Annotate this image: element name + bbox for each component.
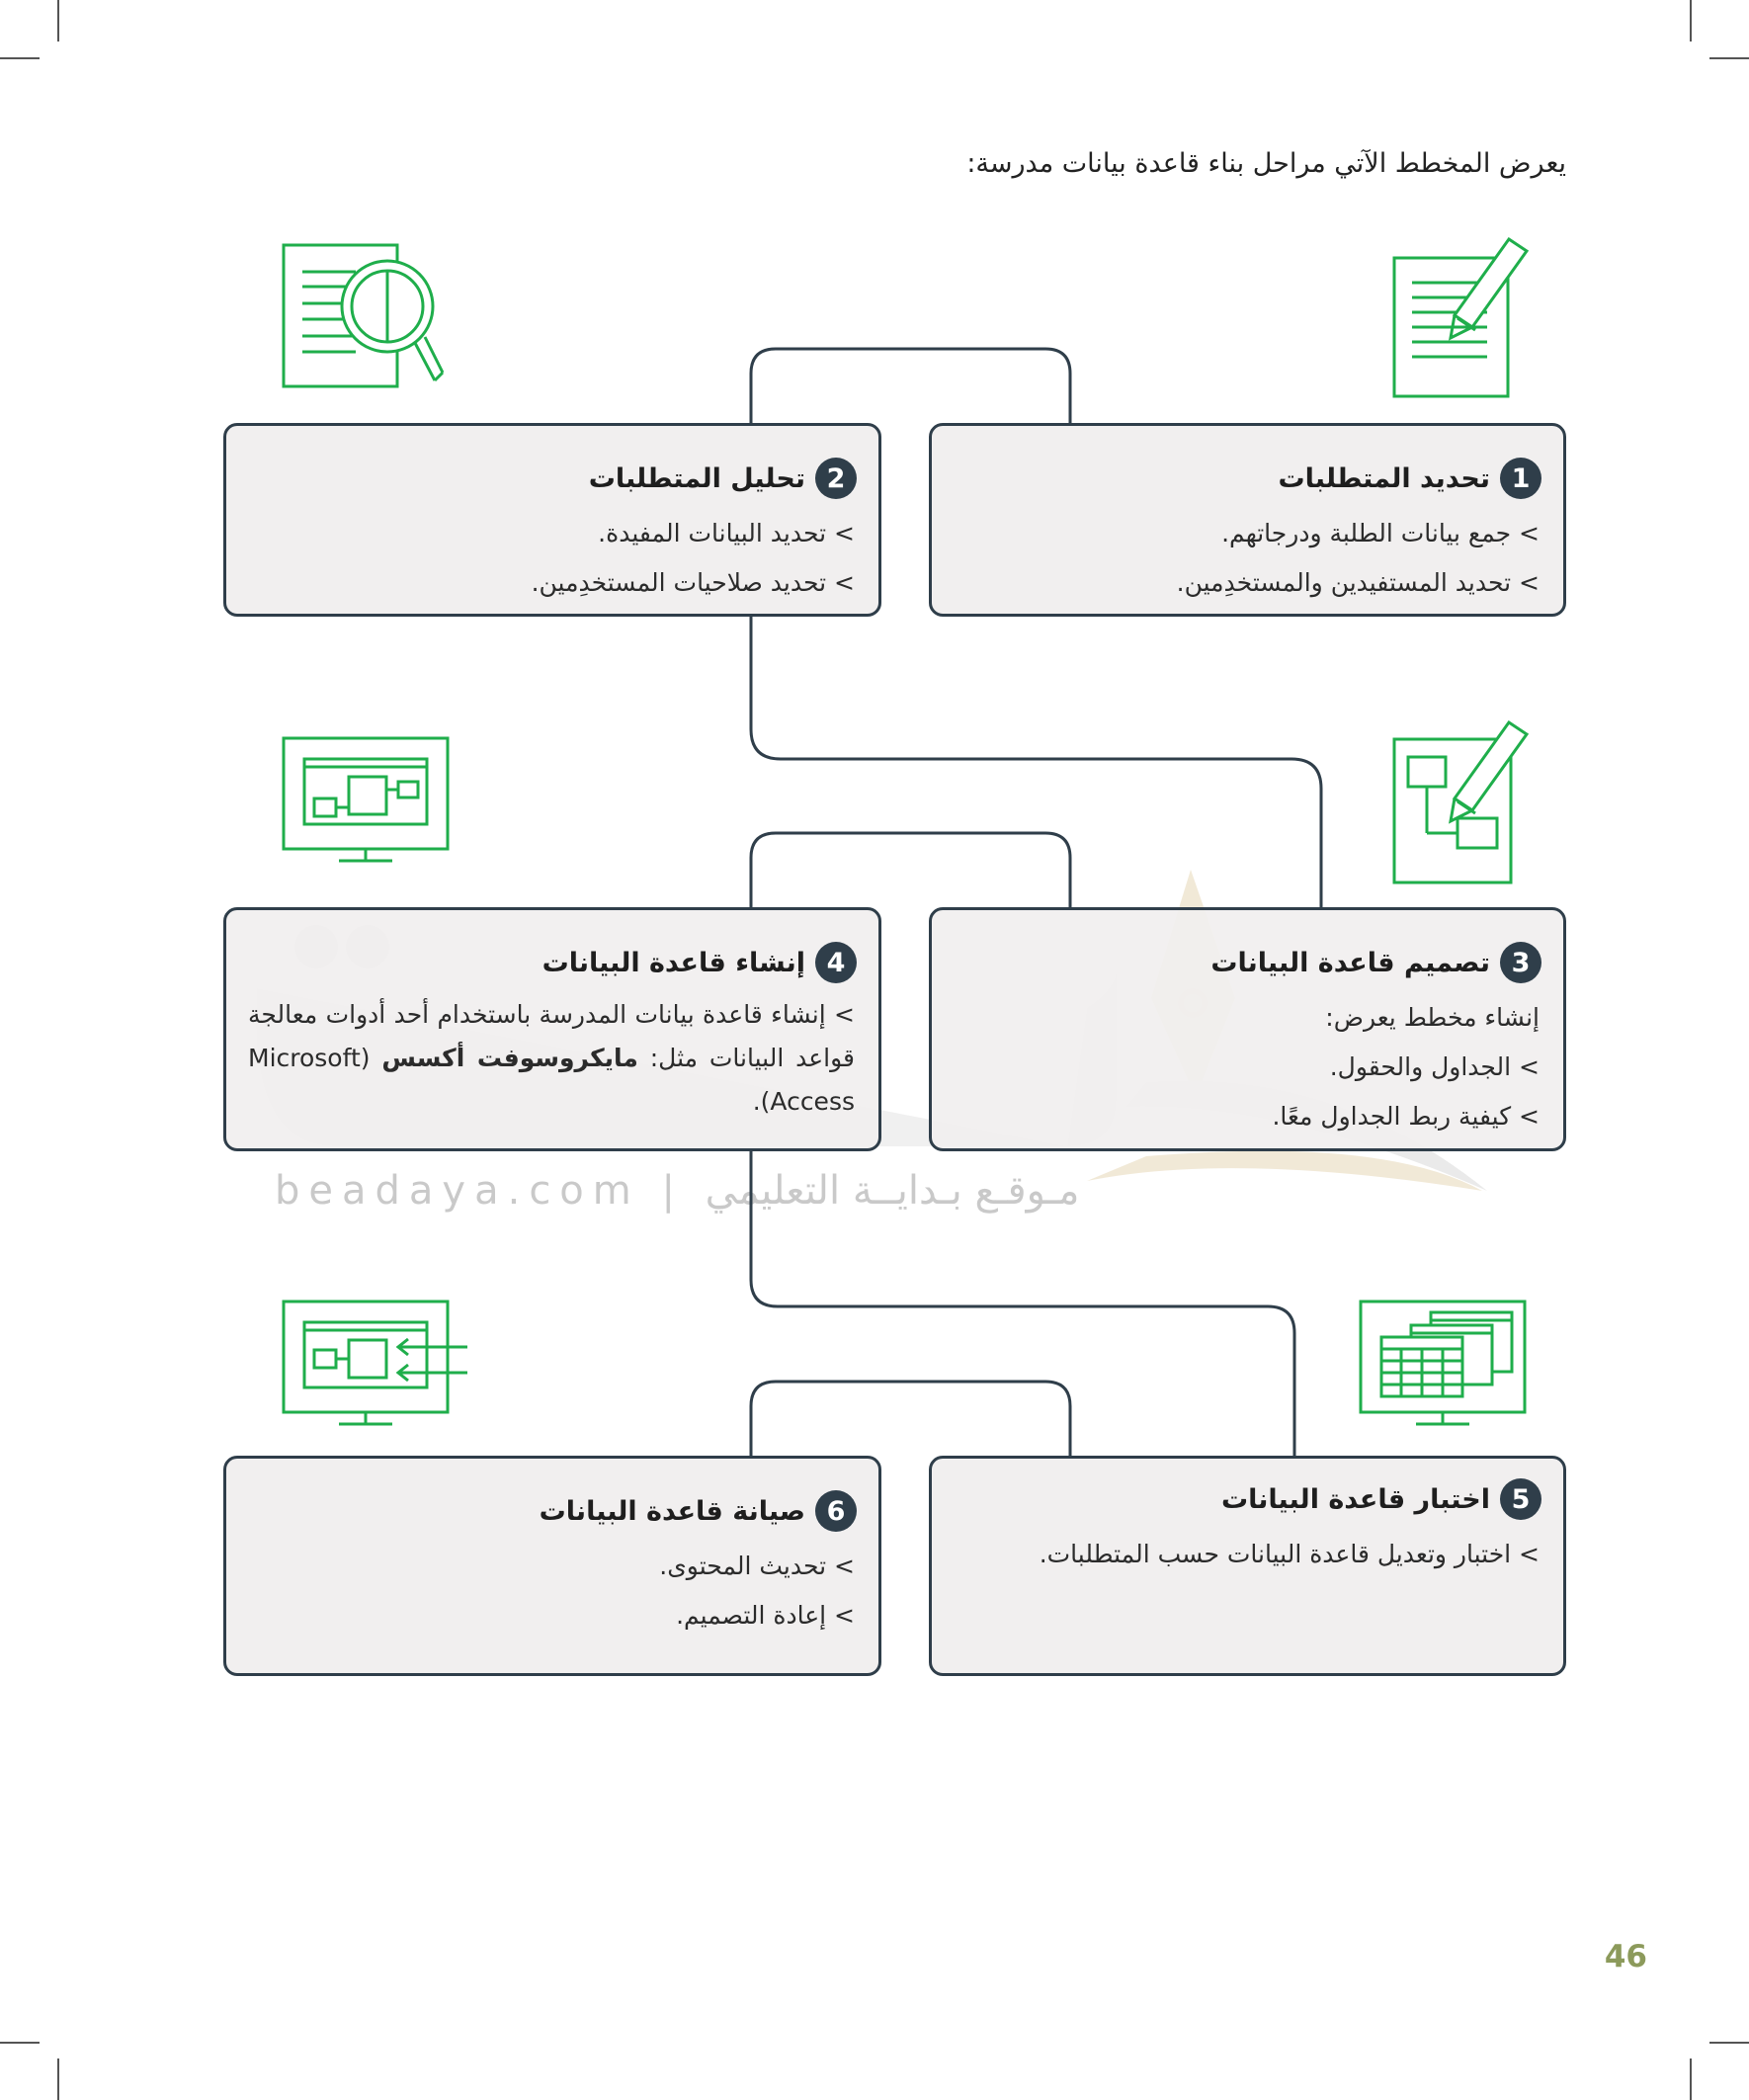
list-item: > اختبار وتعديل قاعدة البيانات حسب المتطلبات. (1039, 1540, 1540, 1568)
monitor-arrows-icon (280, 1298, 472, 1431)
stage-number-badge: 5 (1500, 1478, 1541, 1520)
stage-title-text: تحليل المتطلبات (588, 462, 805, 494)
stage-title-text: تحديد المتطلبات (1278, 462, 1490, 494)
stage-4-paragraph (248, 993, 855, 1124)
diagram-pencil-icon (1388, 719, 1537, 887)
stage-title-text: إنشاء قاعدة البيانات (541, 947, 805, 978)
stage-2-title (589, 458, 857, 499)
stage-4-items (248, 993, 855, 1124)
list-item: > كيفية ربط الجداول معًا. (1272, 1102, 1540, 1131)
monitor-diagram-icon (280, 734, 453, 868)
stage-number-badge: 2 (815, 458, 857, 499)
stage-number-badge: 6 (815, 1490, 857, 1532)
watermark-text: beadaya.com | مـوقـع بـدايــة التعليمي (275, 1168, 1080, 1214)
monitor-tables-icon (1357, 1298, 1530, 1431)
stage-number-badge: 4 (815, 942, 857, 983)
bold-product-name: مايكروسوفت أكسس (381, 1044, 638, 1072)
stage-4-title (542, 942, 857, 983)
list-item: > إعادة التصميم. (676, 1601, 855, 1630)
paragraph-text: > إنشاء قاعدة بيانات المدرسة باستخدام أحد أدوات معالجة قواعد البيانات مثل: (248, 1000, 855, 1072)
stage-2-box (223, 423, 881, 617)
stage-3-box (929, 907, 1566, 1151)
stage-title-text: تصميم قاعدة البيانات (1210, 947, 1490, 978)
stage-2-items (248, 509, 855, 608)
list-item: > تحديد صلاحيات المستخدِمين. (531, 568, 855, 597)
stage-4-box (223, 907, 881, 1151)
stage-5-title (1221, 1478, 1541, 1520)
stage-1-items (954, 509, 1540, 608)
list-item: إنشاء مخطط يعرض: (1325, 1003, 1540, 1032)
list-item: > الجداول والحقول. (1329, 1052, 1540, 1081)
document-pencil-icon (1388, 233, 1537, 401)
stage-3-title (1210, 942, 1541, 983)
intro-text: يعرض المخطط الآتي مراحل بناء قاعدة بيانات مدرسة: (966, 148, 1566, 179)
stage-title-text: صيانة قاعدة البيانات (539, 1495, 805, 1527)
stage-1-box (929, 423, 1566, 617)
stage-6-box (223, 1456, 881, 1676)
list-item: > جمع بيانات الطلبة ودرجاتهم. (1221, 519, 1540, 547)
stage-5-items (954, 1530, 1540, 1579)
stage-number-badge: 3 (1500, 942, 1541, 983)
list-item: > تحديد البيانات المفيدة. (598, 519, 855, 547)
list-item: > تحديد المستفيدين والمستخدِمين. (1176, 568, 1540, 597)
stage-3-items (954, 993, 1540, 1141)
document-magnifier-icon (277, 242, 445, 390)
page-number: 46 (1604, 1939, 1647, 1974)
stage-number-badge: 1 (1500, 458, 1541, 499)
stage-title-text: اختبار قاعدة البيانات (1220, 1483, 1490, 1515)
list-item: > تحديث المحتوى. (659, 1552, 855, 1580)
paragraph-text-end: (Microsoft Access). (248, 1044, 855, 1116)
stage-6-items (248, 1542, 855, 1640)
stage-5-box (929, 1456, 1566, 1676)
stage-6-title (540, 1490, 857, 1532)
stage-1-title (1279, 458, 1541, 499)
